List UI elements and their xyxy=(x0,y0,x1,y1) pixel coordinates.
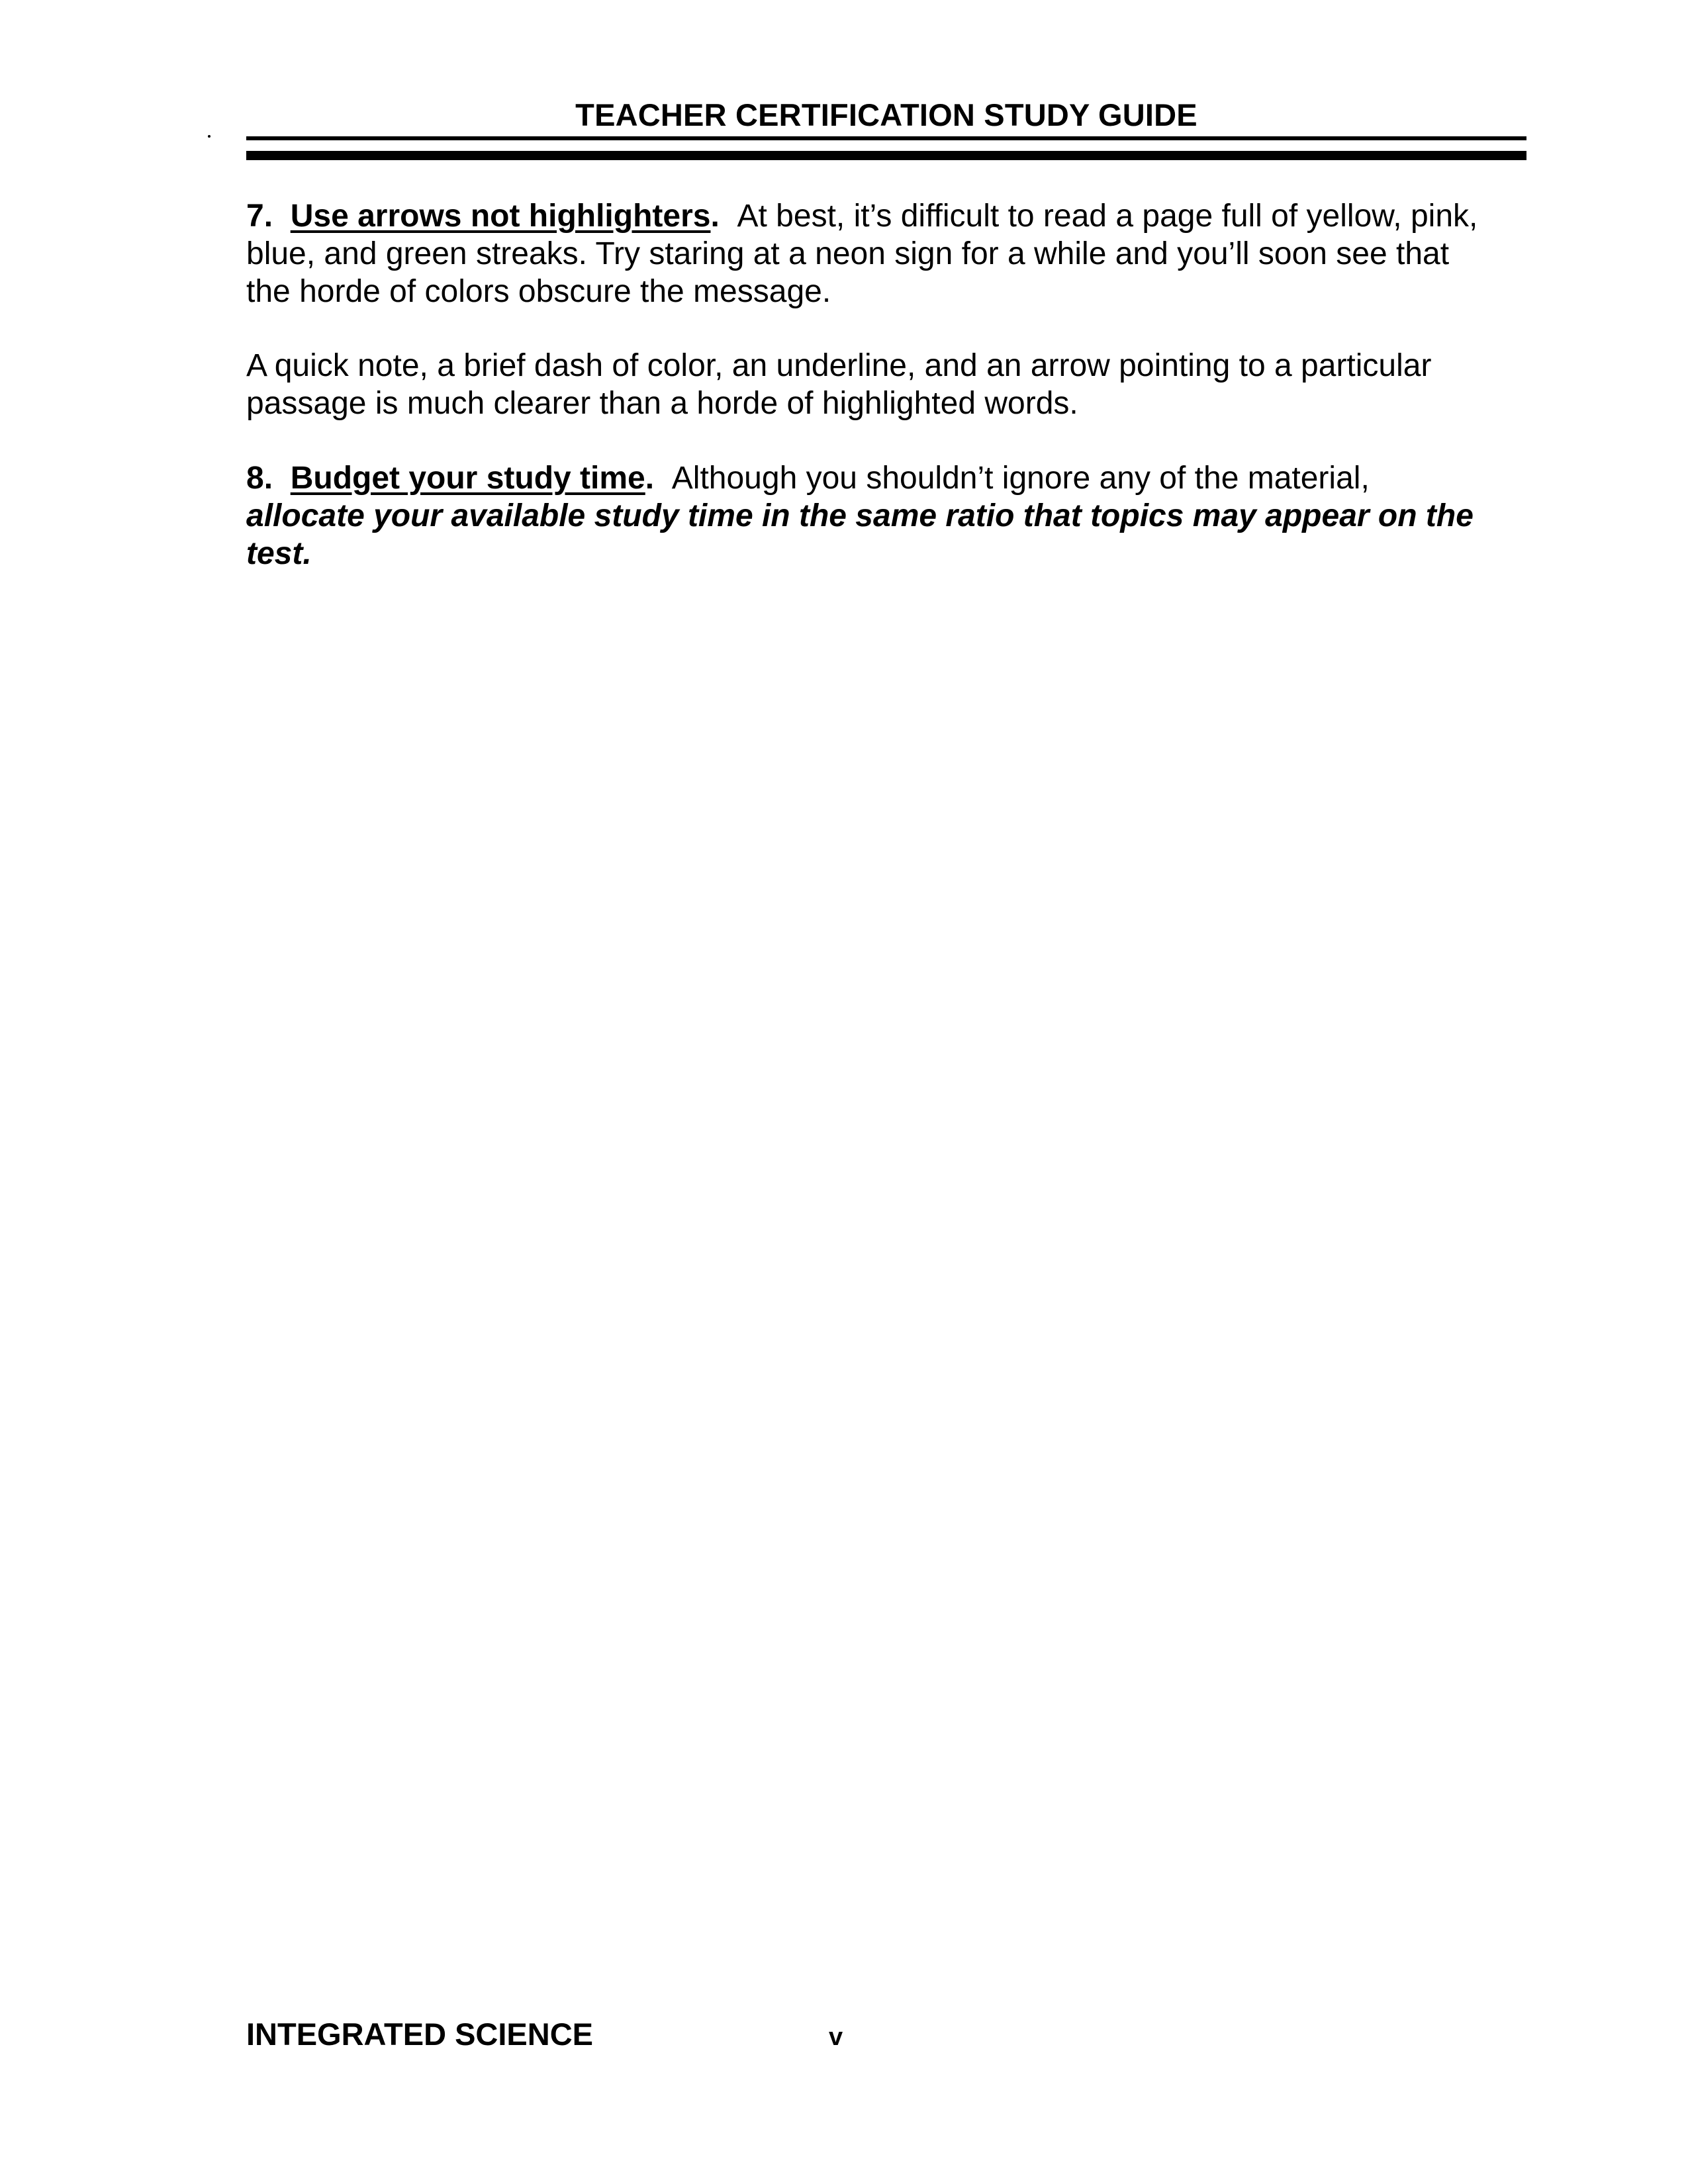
header-rule-thin xyxy=(246,136,1526,140)
tip-number: 7. xyxy=(246,199,273,234)
header-rule-thick xyxy=(246,151,1526,160)
tip-heading-period: . xyxy=(710,199,720,234)
page-header-title: TEACHER CERTIFICATION STUDY GUIDE xyxy=(575,97,1197,132)
tip-body-text: Although you shouldn’t ignore any of the material, xyxy=(671,461,1370,496)
note-paragraph xyxy=(246,347,1484,422)
tip-8-paragraph xyxy=(246,459,1484,572)
tip-heading-period: . xyxy=(645,461,655,496)
tip-heading: Budget your study time xyxy=(290,461,645,496)
tip-body-text: At best, it’s difficult to read a page full of yellow, pink, blue, and green streaks. Try staring at a neon sign for a while and you’ll soon see that the horde of colors obscure the message. xyxy=(246,199,1478,309)
tip-emphasis-text: allocate your available study time in the same ratio that topics may appear on the test. xyxy=(246,498,1474,571)
tip-7-paragraph xyxy=(246,197,1484,310)
tip-number: 8. xyxy=(246,461,273,496)
footer-page-number: v xyxy=(829,2023,843,2051)
stray-mark xyxy=(208,135,211,138)
tip-heading: Use arrows not highlighters xyxy=(290,199,711,234)
footer-subject: INTEGRATED SCIENCE xyxy=(246,2017,593,2052)
note-text: A quick note, a brief dash of color, an underline, and an arrow pointing to a particular passage is much clearer than a horde of highlighted words. xyxy=(246,348,1432,421)
